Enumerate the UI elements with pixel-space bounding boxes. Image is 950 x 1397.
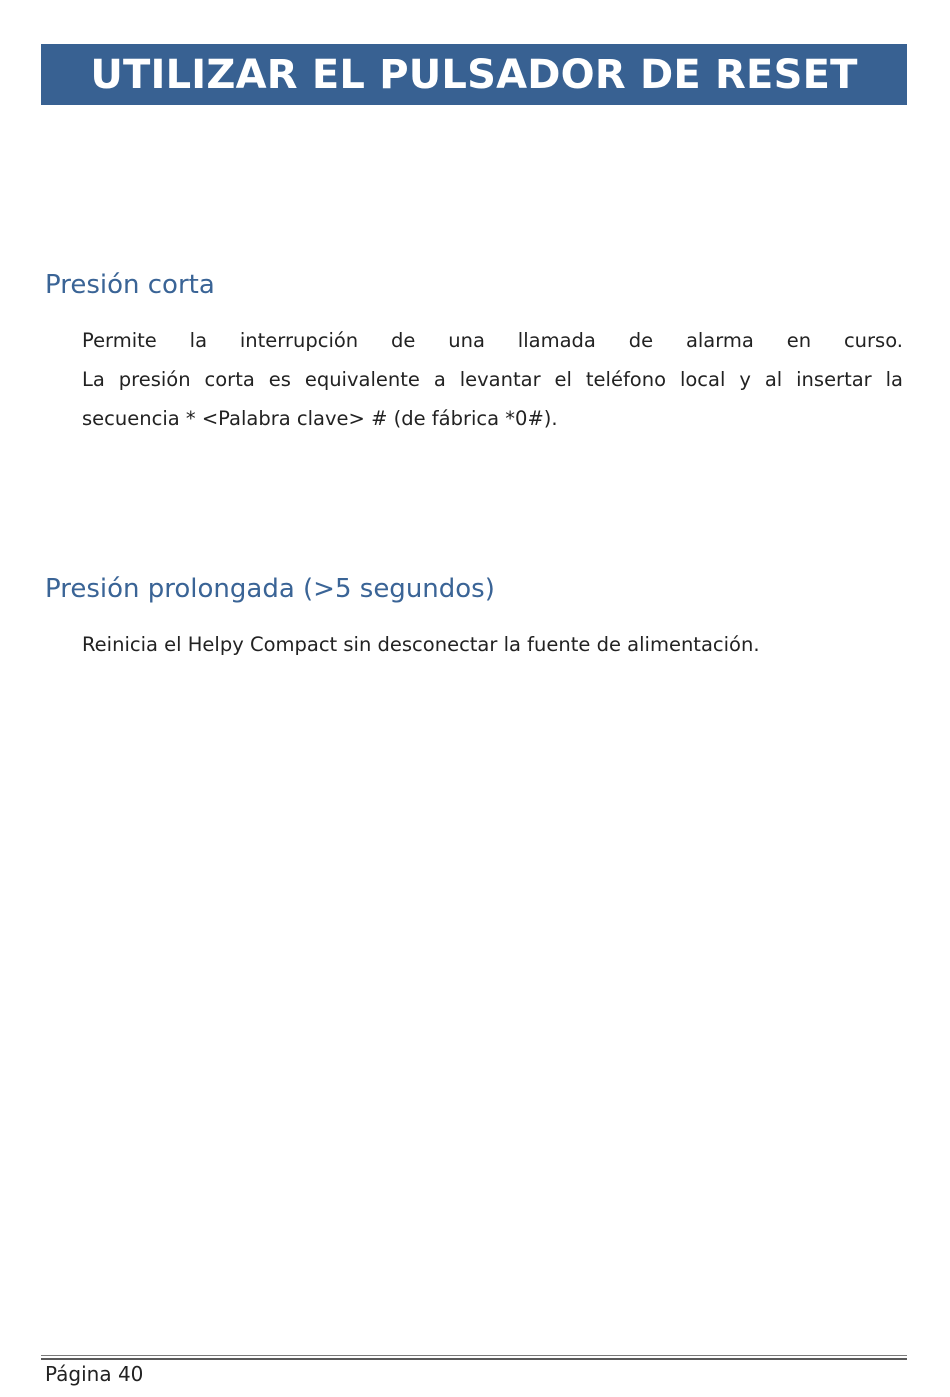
page-title: UTILIZAR EL PULSADOR DE RESET — [90, 51, 858, 98]
section-heading-short-press: Presión corta — [45, 270, 215, 300]
footer-divider — [41, 1358, 907, 1360]
section-body-long-press — [82, 625, 903, 664]
section-heading-long-press: Presión prolongada (>5 segundos) — [45, 574, 495, 604]
body-line: La presión corta es equivalente a levantar el teléfono local y al insertar la — [82, 368, 903, 391]
page-number: Página 40 — [45, 1362, 144, 1386]
section-body-short-press — [82, 321, 903, 438]
body-line: Reinicia el Helpy Compact sin desconectar la fuente de alimentación. — [82, 633, 760, 656]
body-line: Permite la interrupción de una llamada de alarma en curso. — [82, 329, 903, 352]
footer-divider — [41, 1355, 907, 1356]
body-line: secuencia * <Palabra clave> # (de fábrica *0#). — [82, 407, 558, 430]
title-banner — [41, 44, 907, 105]
